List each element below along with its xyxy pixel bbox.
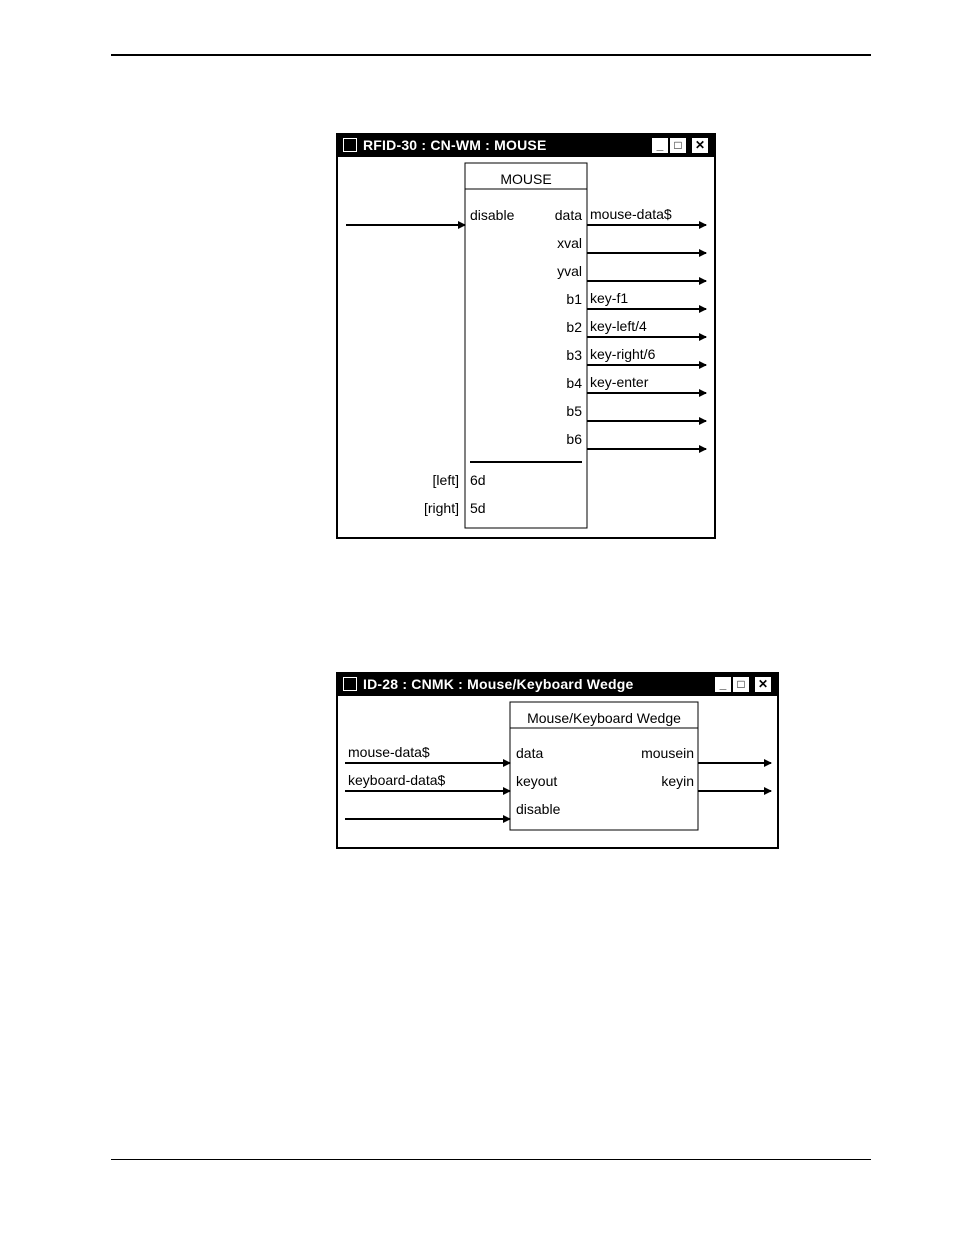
window-app-icon (343, 138, 357, 152)
output-signal-label: key-left/4 (590, 318, 647, 334)
output-row-yval (557, 263, 706, 281)
maximize-icon: □ (737, 677, 745, 691)
wedge-window-titlebar[interactable] (338, 674, 777, 696)
output-port-label: b6 (566, 431, 582, 447)
window-title: ID-28 : CNMK : Mouse/Keyboard Wedge (363, 676, 634, 692)
close-icon: ✕ (757, 677, 769, 691)
output-port-label: b4 (566, 375, 582, 391)
maximize-button[interactable] (733, 677, 749, 692)
param-label-right: [right] (423, 500, 459, 516)
output-port-label: b5 (566, 403, 582, 419)
mouse-window-titlebar[interactable] (338, 135, 714, 157)
minimize-button[interactable] (652, 138, 668, 153)
output-port-label: keyin (661, 773, 694, 789)
output-port-label: b3 (566, 347, 582, 363)
input-port-label: disable (516, 801, 561, 817)
param-label-left: [left] (432, 472, 459, 488)
close-icon: ✕ (694, 138, 706, 152)
wedge-window[interactable] (336, 672, 779, 849)
input-row-keyout (345, 772, 557, 791)
output-port-label: mousein (641, 745, 694, 761)
input-port-label: keyout (516, 773, 558, 789)
output-row-mousein (641, 745, 771, 763)
input-port-label: disable (470, 207, 515, 223)
minimize-icon: _ (719, 677, 727, 691)
close-button[interactable] (755, 677, 771, 692)
mouse-diagram-canvas (338, 157, 714, 537)
input-signal-label: keyboard-data$ (348, 772, 446, 788)
window-title: RFID-30 : CN-WM : MOUSE (363, 137, 547, 153)
output-port-label: yval (557, 263, 582, 279)
block-title: MOUSE (500, 171, 552, 187)
output-row-keyin (661, 773, 771, 791)
close-button[interactable] (692, 138, 708, 153)
output-port-label: data (554, 207, 582, 223)
param-value-right[interactable]: 5d (470, 500, 486, 516)
input-signal-label: mouse-data$ (348, 744, 430, 760)
maximize-icon: □ (674, 138, 682, 152)
mouse-window[interactable] (336, 133, 716, 539)
maximize-button[interactable] (670, 138, 686, 153)
output-signal-label: mouse-data$ (590, 206, 672, 222)
output-port-label: b1 (566, 291, 582, 307)
window-app-icon (343, 677, 357, 691)
header-rule (111, 54, 871, 56)
output-port-label: b2 (566, 319, 582, 335)
output-signal-label: key-f1 (590, 290, 629, 306)
param-value-left[interactable]: 6d (470, 472, 486, 488)
block-title: Mouse/Keyboard Wedge (527, 710, 681, 726)
output-signal-label: key-enter (590, 374, 649, 390)
output-row-xval (557, 235, 706, 253)
output-row-data (555, 206, 706, 225)
footer-rule (111, 1159, 871, 1160)
minimize-icon: _ (656, 138, 664, 152)
wedge-diagram-canvas (338, 696, 777, 847)
output-signal-label: key-right/6 (590, 346, 656, 362)
input-port-label: data (516, 745, 544, 761)
output-port-label: xval (557, 235, 582, 251)
input-row-disable (345, 801, 561, 819)
minimize-button[interactable] (715, 677, 731, 692)
